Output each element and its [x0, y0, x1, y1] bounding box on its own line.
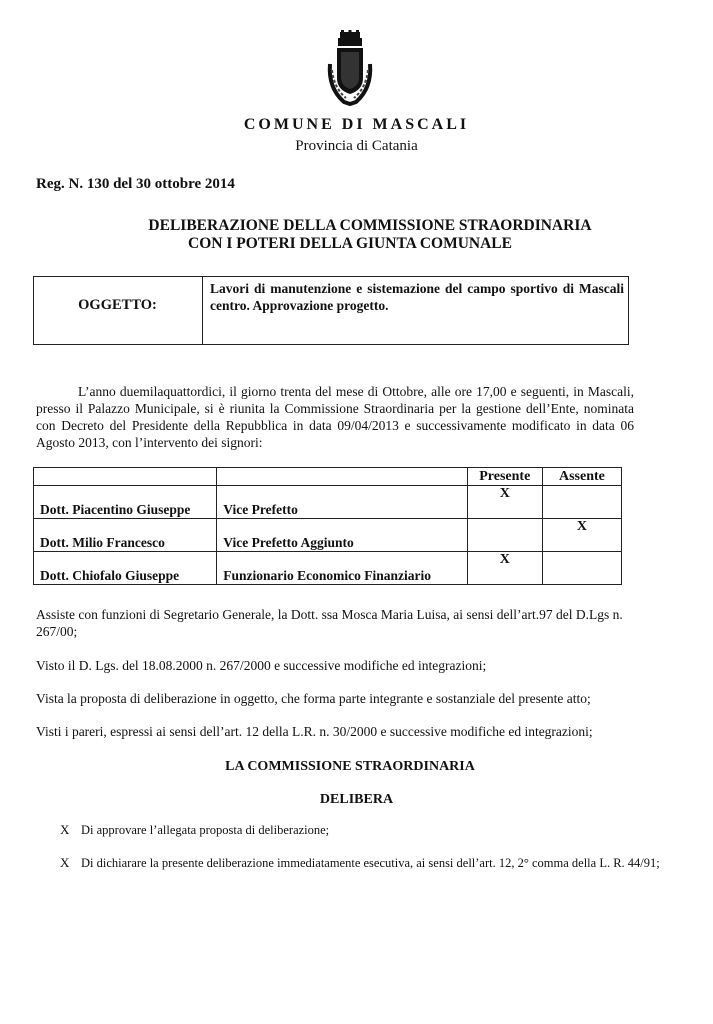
member-name: Dott. Milio Francesco	[34, 519, 217, 552]
segretario-paragraph: Assiste con funzioni di Segretario Generale, la Dott. ssa Mosca Maria Luisa, ai sensi dell’art.97 del D.Lgs n. 267/00;	[36, 607, 623, 639]
intro-paragraph: L’anno duemilaquattordici, il giorno trenta del mese di Ottobre, alle ore 17,00 e seguenti, in Mascali, presso il Palazzo Municipale, si è riunita la Commissione Straordinaria per la gestione dell’Ente, nominata con Decreto del Presidente della Repubblica in data 09/04/2013 e successivamente modificato in data 06 Agosto 2013, con l’intervento dei signori:	[36, 384, 634, 450]
presente-mark: X	[467, 552, 542, 585]
comune-heading: COMUNE DI MASCALI	[243, 116, 470, 133]
header-cell-empty	[34, 468, 217, 486]
member-role: Vice Prefetto	[217, 486, 467, 519]
attendance-table	[33, 467, 622, 585]
oggetto-label: OGGETTO:	[78, 297, 157, 313]
item-text: Di dichiarare la presente deliberazione immediatamente esecutiva, ai sensi dell’art. 12, 2° comma della L. R. 44/91;	[81, 856, 660, 870]
municipal-coat-of-arms-icon	[322, 30, 378, 110]
presente-mark: X	[467, 486, 542, 519]
member-name: Dott. Piacentino Giuseppe	[34, 486, 217, 519]
item-text: Di approvare l’allegata proposta di deliberazione;	[81, 823, 330, 837]
oggetto-divider	[202, 276, 203, 345]
list-item	[60, 822, 660, 838]
header-assente: Assente	[542, 468, 621, 486]
visti-paragraph: Visti i pareri, espressi ai sensi dell’art. 12 della L.R. n. 30/2000 e successive modifiche ed integrazioni;	[36, 724, 593, 739]
member-role: Funzionario Economico Finanziario	[217, 552, 467, 585]
member-role: Vice Prefetto Aggiunto	[217, 519, 467, 552]
visto-paragraph: Visto il D. Lgs. del 18.08.2000 n. 267/2000 e successive modifiche ed integrazioni;	[36, 658, 487, 673]
assente-mark: X	[542, 519, 621, 552]
provincia-subheading: Provincia di Catania	[295, 138, 418, 154]
delibera-heading: DELIBERA	[319, 792, 394, 807]
commissione-heading: LA COMMISSIONE STRAORDINARIA	[225, 759, 475, 774]
header-cell-empty	[217, 468, 467, 486]
table-row	[34, 552, 622, 585]
header-presente: Presente	[467, 468, 542, 486]
item-marker: X	[60, 855, 70, 870]
oggetto-text: Lavori di manutenzione e sistemazione del campo sportivo di Mascali centro. Approvazione progetto.	[210, 281, 624, 313]
item-marker: X	[60, 822, 70, 837]
member-name: Dott. Chiofalo Giuseppe	[34, 552, 217, 585]
vista-paragraph: Vista la proposta di deliberazione in oggetto, che forma parte integrante e sostanziale del presente atto;	[36, 691, 591, 706]
assente-mark	[542, 552, 621, 585]
document-title-line1: DELIBERAZIONE DELLA COMMISSIONE STRAORDINARIA	[148, 217, 592, 234]
document-title-line2: CON I POTERI DELLA GIUNTA COMUNALE	[188, 235, 512, 252]
registro-number: Reg. N. 130 del 30 ottobre 2014	[36, 176, 235, 192]
presente-mark	[467, 519, 542, 552]
table-row	[34, 519, 622, 552]
attendance-header-row	[34, 468, 622, 486]
table-row	[34, 486, 622, 519]
assente-mark	[542, 486, 621, 519]
list-item	[60, 855, 660, 871]
